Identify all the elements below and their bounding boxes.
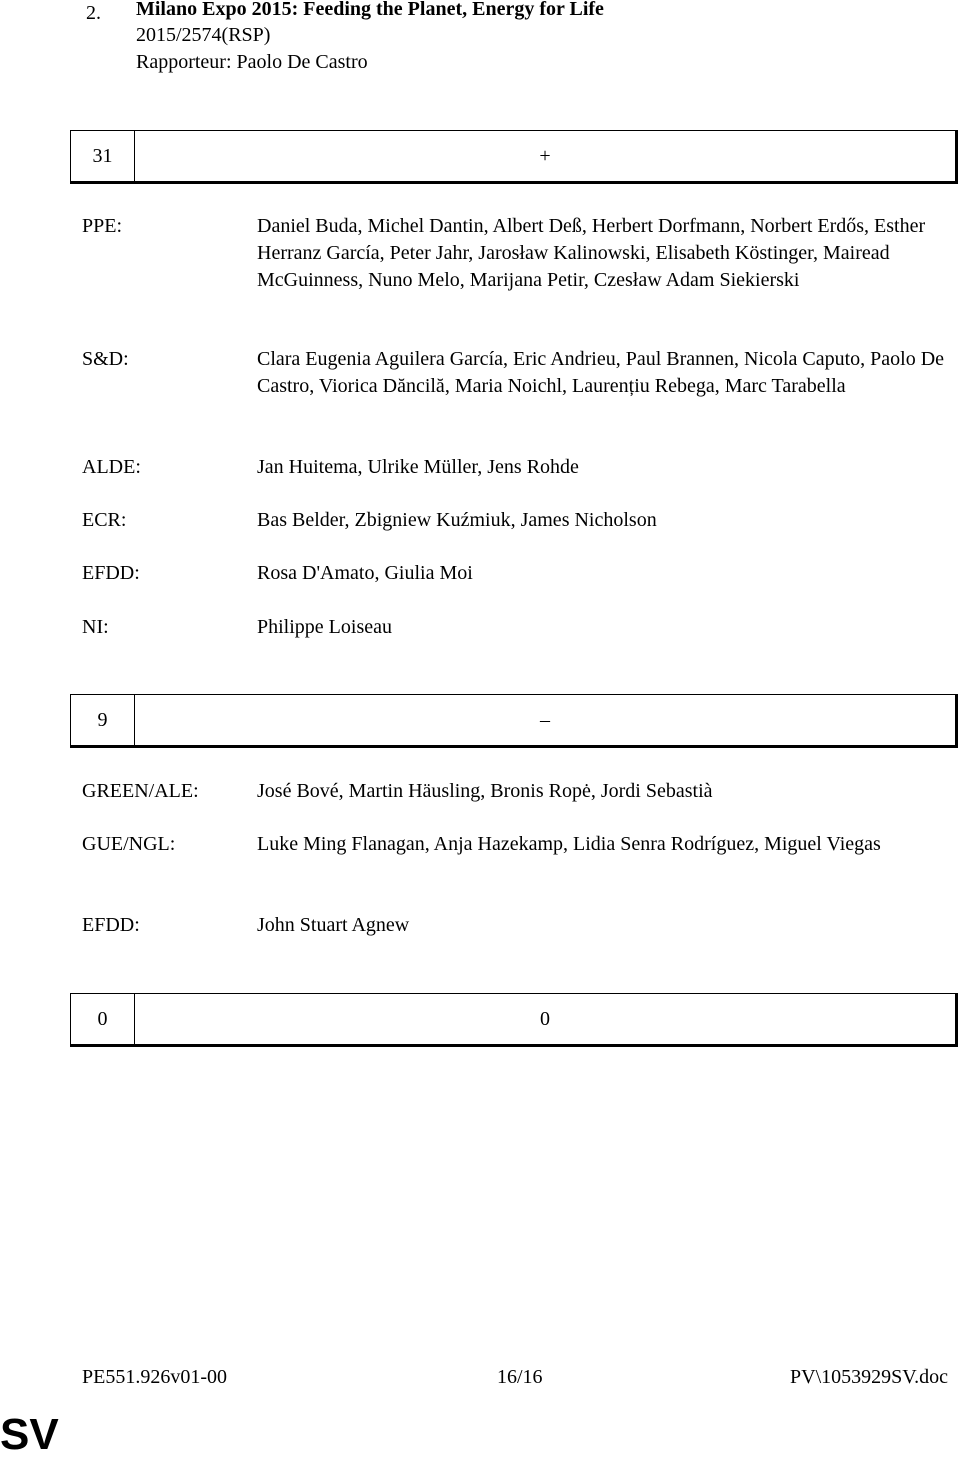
group-label: GUE/NGL: — [82, 833, 176, 855]
group-members: Jan Huitema, Ulrike Müller, Jens Rohde — [257, 456, 579, 478]
group-label: EFDD: — [82, 914, 140, 936]
vote-sign: + — [539, 144, 551, 167]
vote-count: 31 — [71, 131, 135, 181]
group-members: Luke Ming Flanagan, Anja Hazekamp, Lidia Senra Rodríguez, Miguel Viegas — [257, 833, 881, 855]
footer-reference: PE551.926v01-00 — [82, 1366, 227, 1388]
item-number: 2. — [86, 2, 101, 24]
group-members: Bas Belder, Zbigniew Kuźmiuk, James Nicholson — [257, 509, 657, 531]
footer-page-number: 16/16 — [497, 1366, 543, 1388]
group-members: John Stuart Agnew — [257, 914, 410, 936]
vote-box-for — [70, 130, 958, 184]
vote-sign: 0 — [540, 1007, 550, 1030]
group-label: S&D: — [82, 348, 129, 370]
group-label: GREEN/ALE: — [82, 780, 199, 802]
vote-count: 0 — [71, 994, 135, 1044]
rapporteur: Rapporteur: Paolo De Castro — [136, 51, 368, 73]
language-code: SV — [0, 1410, 59, 1459]
group-label: ECR: — [82, 509, 127, 531]
vote-count: 9 — [71, 695, 135, 745]
group-label: ALDE: — [82, 456, 141, 478]
group-members: Daniel Buda, Michel Dantin, Albert Deß, Herbert Dorfmann, Norbert Erdős, Esther Herranz García, Peter Jahr, Jarosław Kalinowski, Elisabeth Köstinger, Mairead McGuinness, Nuno Melo, Marijana Petir, Czesław Adam Siekierski — [257, 215, 926, 291]
group-members: José Bové, Martin Häusling, Bronis Ropė, Jordi Sebastià — [257, 780, 713, 802]
group-members: Clara Eugenia Aguilera García, Eric Andrieu, Paul Brannen, Nicola Caputo, Paolo De Castro, Viorica Dăncilă, Maria Noichl, Laurențiu Rebega, Marc Tarabella — [257, 348, 945, 397]
vote-box-abstention — [70, 993, 958, 1047]
group-label: PPE: — [82, 215, 123, 237]
item-title: Milano Expo 2015: Feeding the Planet, Energy for Life — [136, 0, 604, 20]
vote-sign: – — [540, 708, 550, 731]
group-label: EFDD: — [82, 562, 140, 584]
procedure-code: 2015/2574(RSP) — [136, 24, 271, 46]
group-label: NI: — [82, 616, 109, 638]
vote-box-against — [70, 694, 958, 748]
group-members: Philippe Loiseau — [257, 616, 392, 638]
footer-document-name: PV\1053929SV.doc — [790, 1366, 948, 1388]
group-members: Rosa D'Amato, Giulia Moi — [257, 562, 473, 584]
